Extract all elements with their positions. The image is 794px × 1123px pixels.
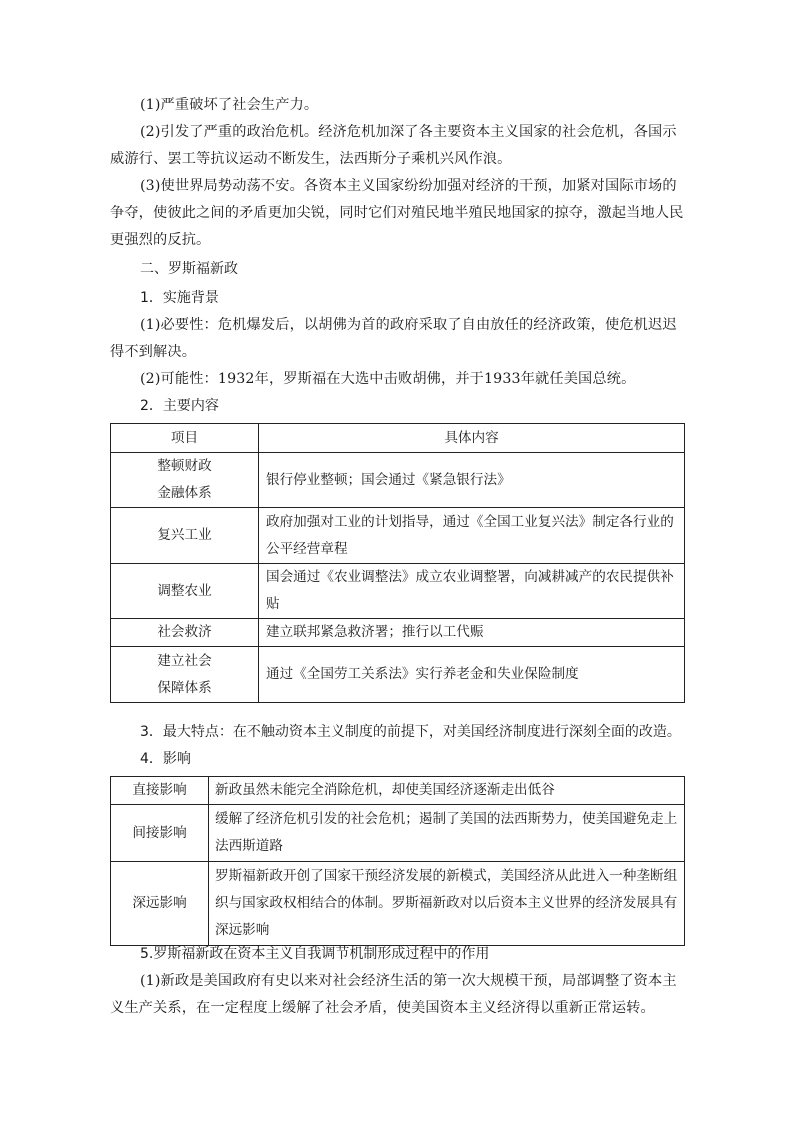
paragraph-possibility: (2)可能性：1932年，罗斯福在大选中击败胡佛，并于1933年就任美国总统。	[140, 371, 636, 387]
table-cell-content: 国会通过《农业调整法》成立农业调整署，向减耕减产的农民提供补贴	[259, 564, 685, 619]
paragraph-necessity: (1)必要性：危机爆发后，以胡佛为首的政府采取了自由放任的经济政策，使危机迟迟得不到解决。	[110, 317, 677, 360]
table-row	[111, 647, 685, 703]
table-cell-content: 缓解了经济危机引发的社会危机；遏制了美国的法西斯势力，使美国避免走上法西斯道路	[209, 805, 685, 862]
table-row	[111, 619, 685, 647]
table-cell-item: 调整农业	[111, 564, 259, 619]
heading-background: 1．实施背景	[140, 290, 219, 306]
table-header-item: 项目	[111, 424, 259, 453]
item-line: 金融体系	[157, 485, 212, 501]
table-cell-content: 通过《全国劳工关系法》实行养老金和失业保险制度	[259, 647, 685, 703]
paragraph-role: (1)新政是美国政府有史以来对社会经济生活的第一次大规模干预，局部调整了资本主义生产关系，在一定程度上缓解了社会矛盾，使美国资本主义经济得以重新正常运转。	[110, 973, 677, 1016]
table-cell-item: 社会救济	[111, 619, 259, 647]
item-line: 保障体系	[157, 679, 212, 696]
table-cell-item: 间接影响	[111, 805, 209, 862]
item-line: 建立社会	[157, 652, 212, 669]
table-cell-item: 复兴工业	[111, 508, 259, 564]
paragraph-political-crisis: (2)引发了严重的政治危机。经济危机加深了各主要资本主义国家的社会危机，各国示威游行、罢工等抗议运动不断发生，法西斯分子乘机兴风作浪。	[110, 124, 677, 167]
paragraph-productivity: (1)严重破坏了社会生产力。	[140, 97, 319, 113]
table-row	[111, 453, 685, 508]
heading-new-deal-role: 5.罗斯福新政在资本主义自我调节机制形成过程中的作用	[140, 946, 490, 962]
impact-table	[110, 776, 685, 946]
heading-impact: 4．影响	[140, 751, 191, 767]
table-cell-item: 直接影响	[111, 777, 209, 805]
paragraph-world-situation: (3)使世界局势动荡不安。各资本主义国家纷纷加强对经济的干预，加紧对国际市场的争夺，使彼此之间的矛盾更加尖锐，同时它们对殖民地半殖民地国家的掠夺，激起当地人民更强烈的反抗。	[110, 178, 684, 248]
section-title-new-deal: 二、罗斯福新政	[140, 261, 238, 277]
table-row	[111, 862, 685, 946]
table-cell-content: 新政虽然未能完全消除危机，却使美国经济逐渐走出低谷	[209, 777, 685, 805]
item-line: 整顿财政	[157, 458, 212, 474]
table-row	[111, 508, 685, 564]
table-cell-content: 罗斯福新政开创了国家干预经济发展的新模式，美国经济从此进入一种垄断组织与国家政权相结合的体制。罗斯福新政对以后资本主义世界的经济发展具有深远影响	[209, 862, 685, 946]
table-cell-item: 深远影响	[111, 862, 209, 946]
table-cell-content: 政府加强对工业的计划指导，通过《全国工业复兴法》制定各行业的公平经营章程	[259, 508, 685, 564]
paragraph-main-feature: 3．最大特点：在不触动资本主义制度的前提下，对美国经济制度进行深刻全面的改造。	[140, 724, 681, 740]
table-row	[111, 805, 685, 862]
main-content-table	[110, 423, 685, 703]
table-cell-content: 银行停业整顿；国会通过《紧急银行法》	[259, 453, 685, 508]
table-cell-item	[111, 453, 259, 508]
table-row	[111, 564, 685, 619]
table-cell-item	[111, 647, 259, 703]
table-cell-content: 建立联邦紧急救济署；推行以工代赈	[259, 619, 685, 647]
table-row	[111, 777, 685, 805]
heading-main-content: 2．主要内容	[140, 398, 219, 414]
table-header-row	[111, 424, 685, 453]
table-header-content: 具体内容	[259, 424, 685, 453]
